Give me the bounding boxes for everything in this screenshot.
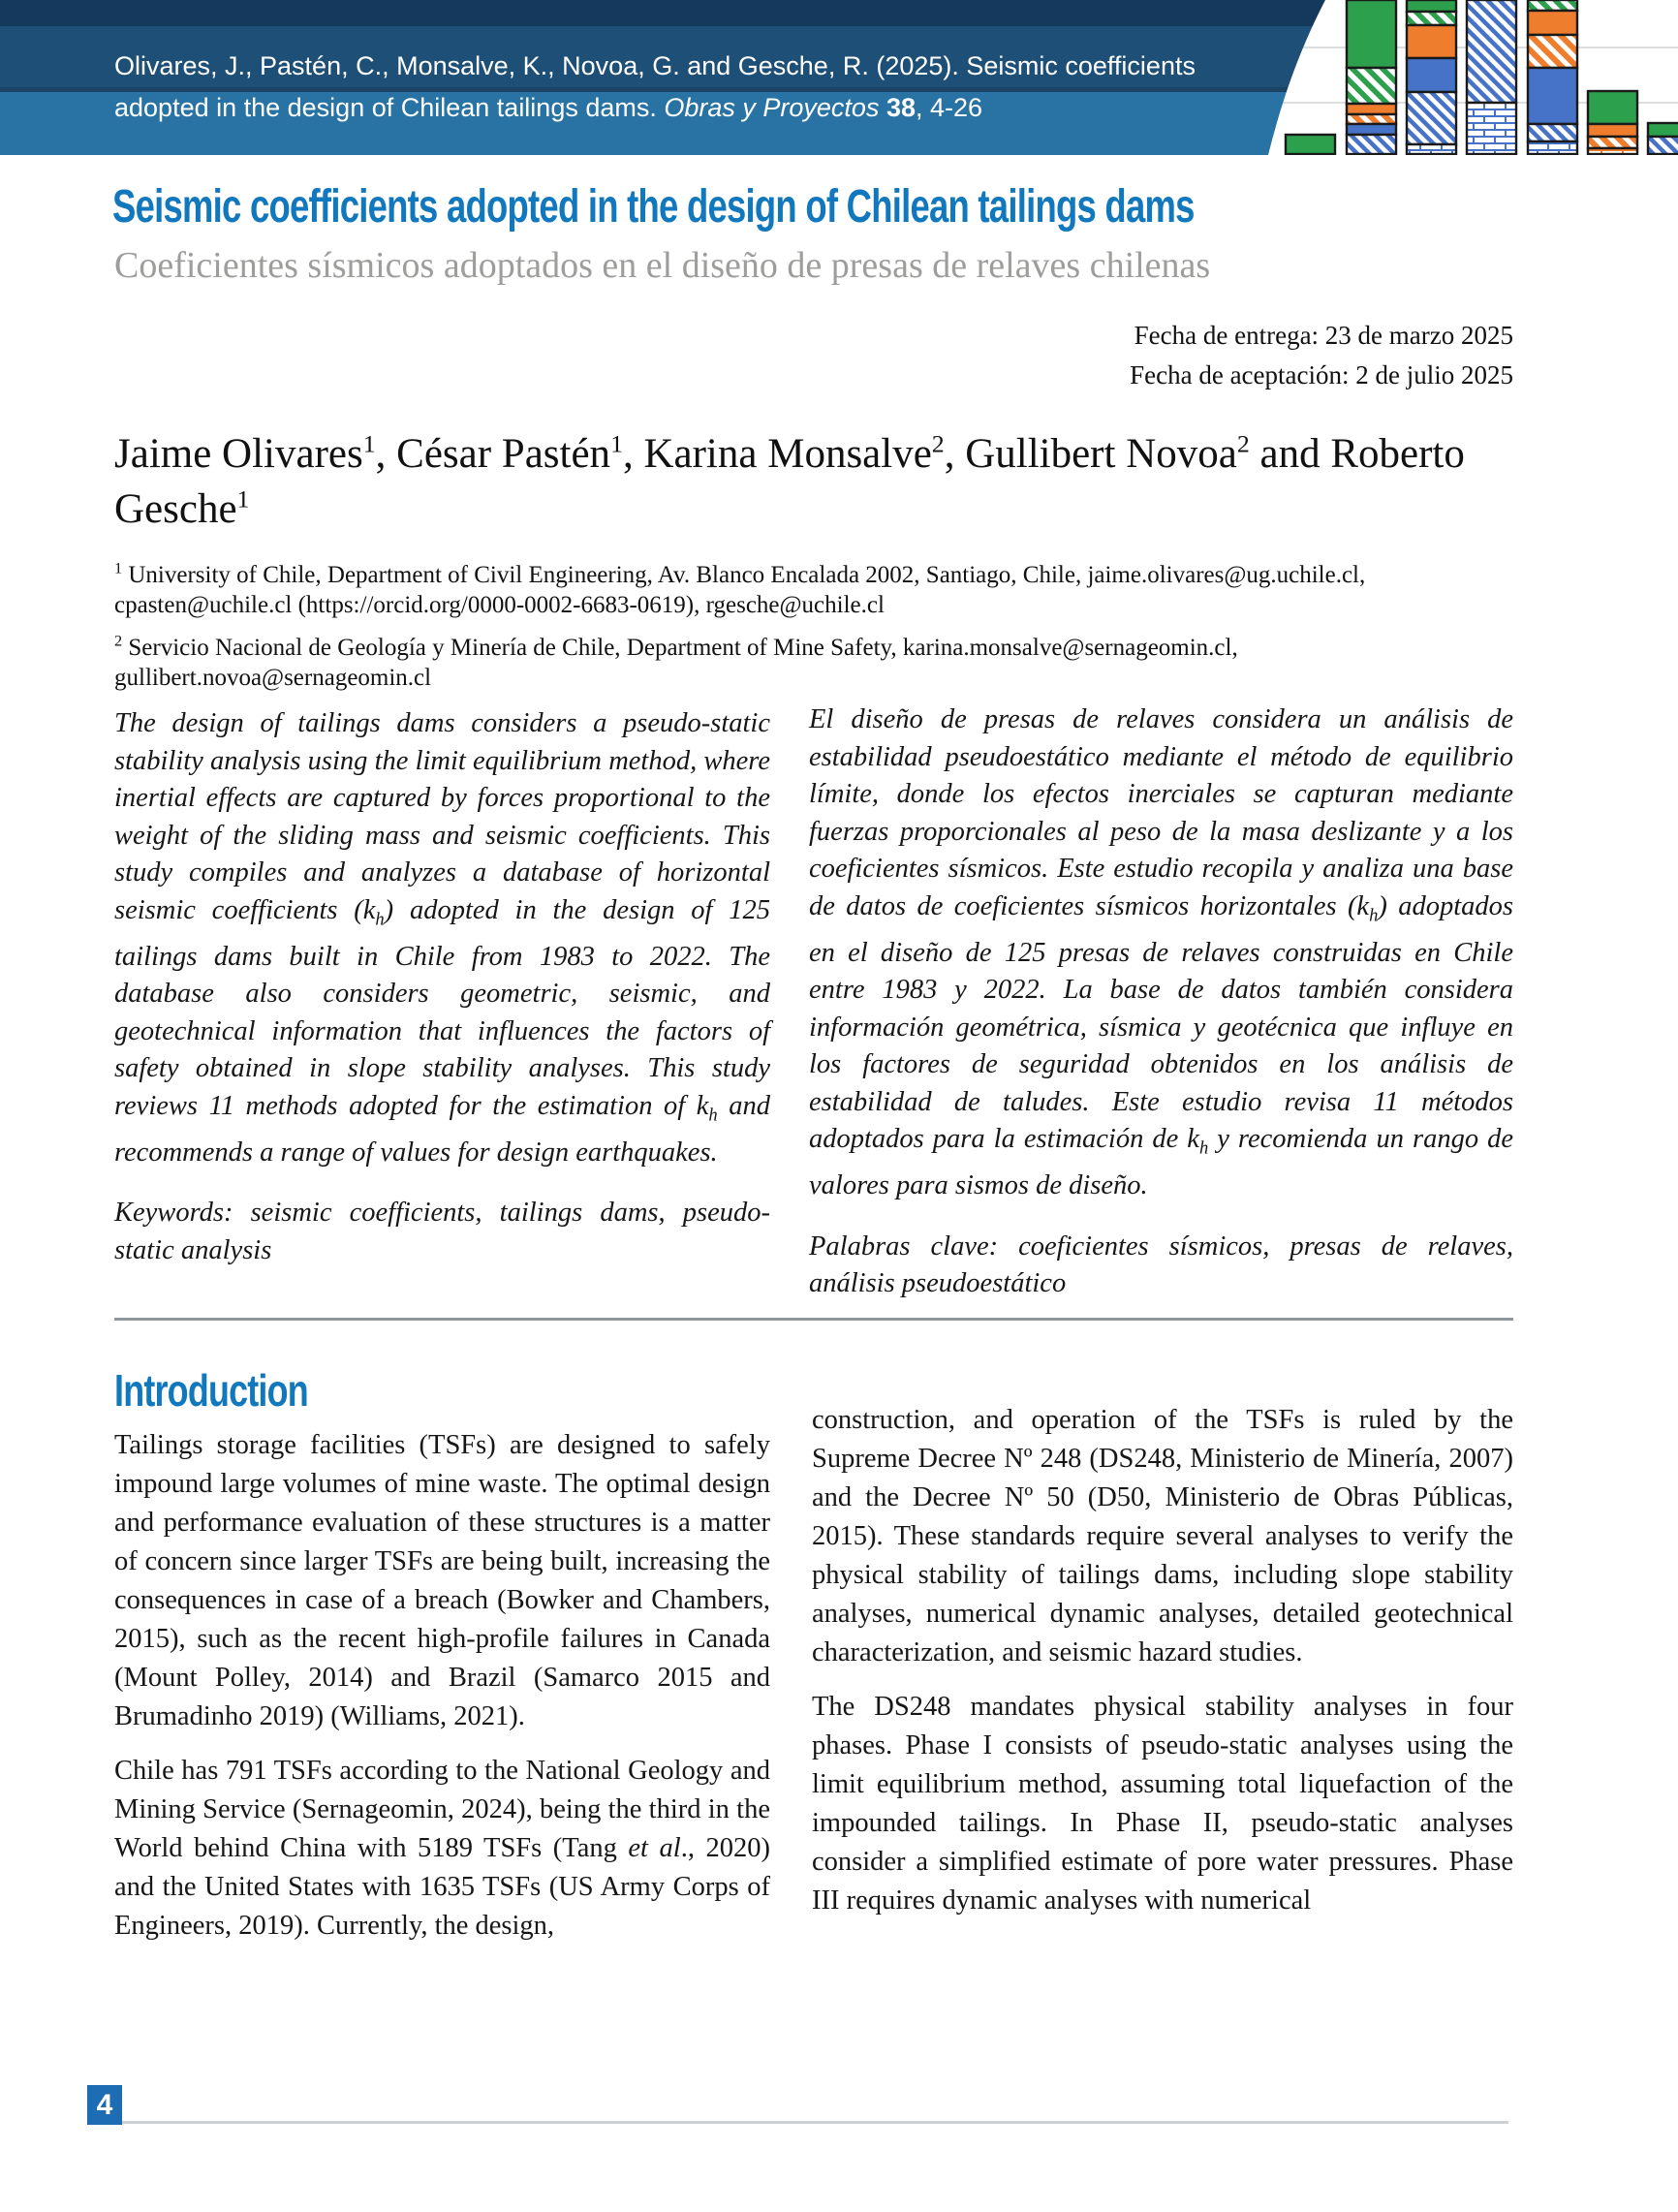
footer-rule bbox=[122, 2121, 1508, 2124]
section-divider bbox=[114, 1318, 1513, 1321]
abstract-spanish: El diseño de presas de relaves considera un análisis de estabilidad pseudoestático mediante el método de equilibrio límite, donde los efectos inerciales se capturan mediante fuerzas proporcionales al peso de la masa deslizante y a los coeficientes sísmicos. Este estudio recopila y analiza una base de datos de coeficientes sísmicos horizontales $(k_h)$ adoptados en el diseño de 125 presas de relaves construidas en Chile entre 1983 y 2022. La base de datos también considera información geométrica, sísmica y geotécnica que influye en los factores de seguridad obtenidos en los análisis de estabilidad de taludes. Este estudio revisa 11 métodos adoptados para la estimación de $k_h$ y recomienda un rango de valores para sismos de diseño. bbox=[809, 704, 1514, 1201]
date-received: Fecha de entrega: 23 de marzo 2025 bbox=[1134, 321, 1513, 350]
intro-paragraph-3: construction, and operation of the TSFs is ruled by the Supreme Decree Nº 248 (DS248, Ministerio de Minería, 2007) and the Decree Nº 50 (D50, Ministerio de Obras Públicas, 2015). These standards require several analyses to verify the physical stability of tailings dams, including slope stability analyses, numerical dynamic analyses, detailed geotechnical characterization, and seismic hazard studies. bbox=[812, 1405, 1513, 1667]
paper-title-english: Seismic coefficients adopted in the design of Chilean tailings dams bbox=[112, 181, 1195, 233]
submission-dates bbox=[1130, 316, 1513, 395]
abstract-column-english bbox=[114, 705, 770, 1269]
affiliations bbox=[114, 560, 1517, 705]
abstract-column-spanish bbox=[809, 701, 1513, 1303]
introduction-right-column bbox=[812, 1401, 1513, 1936]
citation-line-1: Olivares, J., Pastén, C., Monsalve, K., Novoa, G. and Gesche, R. (2025). Seismic coefficients bbox=[114, 51, 1196, 80]
affiliation-2: $^2$ Servicio Nacional de Geología y Minería de Chile, Department of Mine Safety, karina.monsalve@sernageomin.cl, gullibert.novoa@sernageomin.cl bbox=[114, 632, 1238, 691]
keywords-english: Keywords: seismic coefficients, tailings dams, pseudo-static analysis bbox=[114, 1198, 770, 1265]
authors-line: Jaime Olivares$^1$, César Pastén$^1$, Karina Monsalve$^2$, Gullibert Novoa$^2$ and Roberto Gesche$^1$ bbox=[114, 429, 1465, 532]
paper-title-spanish: Coeficientes sísmicos adoptados en el diseño de presas de relaves chilenas bbox=[114, 245, 1211, 286]
intro-paragraph-1: Tailings storage facilities (TSFs) are designed to safely impound large volumes of mine waste. The optimal design and performance evaluation of these structures is a matter of concern since larger TSFs are being built, increasing the consequences in case of a breach (Bowker and Chambers, 2015), such as the recent high-profile failures in Canada (Mount Polley, 2014) and Brazil (Samarco 2015 and Brumadinho 2019) (Williams, 2021). bbox=[114, 1430, 770, 1731]
affiliation-1: $^1$ University of Chile, Department of Civil Engineering, Av. Blanco Encalada 2002, Santiago, Chile, jaime.olivares@ug.uchile.cl, cpasten@uchile.cl (https://orcid.org/0000-0002-6683-0619), rgesche@uchile.cl bbox=[114, 559, 1366, 618]
keywords-spanish: Palabras clave: coeficientes sísmicos, presas de relaves, análisis pseudoestático bbox=[809, 1231, 1513, 1299]
citation-line-2: adopted in the design of Chilean tailings dams. Obras y Proyectos 38, 4-26 bbox=[114, 93, 983, 122]
date-accepted: Fecha de aceptación: 2 de julio 2025 bbox=[1130, 360, 1513, 389]
journal-citation bbox=[114, 46, 1196, 129]
intro-paragraph-2: Chile has 791 TSFs according to the National Geology and Mining Service (Sernageomin, 2024), being the third in the World behind China with 5189 TSFs (Tang et al., 2020) and the United States with 1635 TSFs (US Army Corps of Engineers, 2019). Currently, the design, bbox=[114, 1756, 770, 1941]
journal-header bbox=[0, 0, 1678, 155]
introduction-heading: Introduction bbox=[114, 1365, 308, 1416]
introduction-left-column bbox=[114, 1364, 770, 1961]
abstract-english: The design of tailings dams considers a pseudo-static stability analysis using the limit equilibrium method, where inertial effects are captured by forces proportional to the weight of the sliding mass and seismic coefficients. This study compiles and analyzes a database of horizontal seismic coefficients $(k_h)$ adopted in the design of 125 tailings dams built in Chile from 1983 to 2022. The database also considers geometric, seismic, and geotechnical information that influences the factors of safety obtained in slope stability analyses. This study reviews 11 methods adopted for the estimation of $k_h$ and recommends a range of values for design earthquakes. bbox=[114, 708, 771, 1168]
page-number-badge: 4 bbox=[87, 2085, 122, 2125]
intro-paragraph-4: The DS248 mandates physical stability analyses in four phases. Phase I consists of pseudo-static analyses using the limit equilibrium method, assuming total liquefaction of the impounded tailings. In Phase II, pseudo-static analyses consider a simplified estimate of pore water pressures. Phase III requires dynamic analyses with numerical bbox=[812, 1692, 1513, 1916]
